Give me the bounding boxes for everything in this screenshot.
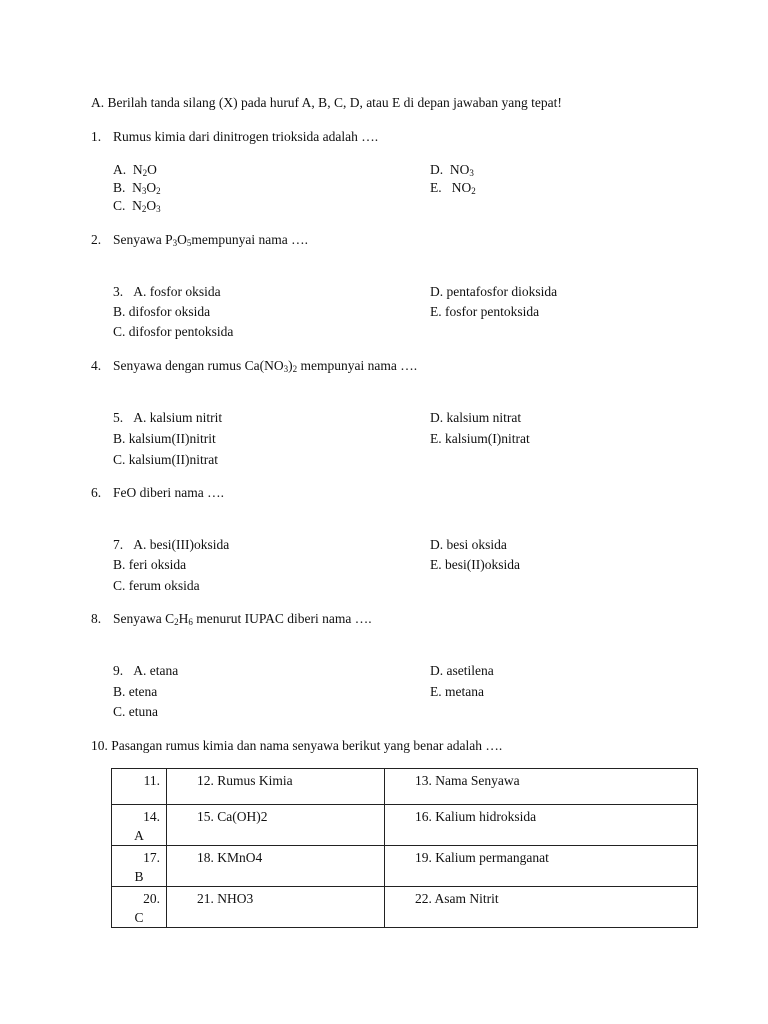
- q1-text: Rumus kimia dari dinitrogen trioksida adalah ….: [113, 129, 379, 144]
- q1-option-a-label: A.: [113, 162, 127, 177]
- q7-option-a[interactable]: 7. A. besi(III)oksida: [113, 537, 230, 552]
- table-cell-name: 22. Asam Nitrit: [385, 887, 698, 928]
- table-cell-number: 11.: [112, 769, 167, 805]
- table-header-row: [112, 769, 698, 805]
- answer-table: [111, 768, 698, 928]
- table-cell-name: 16. Kalium hidroksida: [385, 805, 698, 846]
- table-row[interactable]: [112, 887, 698, 928]
- table-cell-formula: 21. NHO3: [167, 887, 385, 928]
- instruction-text: A. Berilah tanda silang (X) pada huruf A, B, C, D, atau E di depan jawaban yang tepat!: [91, 95, 562, 110]
- table-cell-option[interactable]: 17. B: [112, 846, 167, 887]
- q2-text: Senyawa $P_3O_5mempunyai$ nama ….: [113, 232, 308, 248]
- q9-option-c[interactable]: C. etuna: [113, 704, 158, 719]
- q10-text: 10. Pasangan rumus kimia dan nama senyawa berikut yang benar adalah ….: [91, 738, 503, 753]
- q6-number: 6.: [91, 485, 102, 500]
- q7-option-d[interactable]: D. besi oksida: [430, 537, 507, 552]
- q3-option-c[interactable]: C. difosfor pentoksida: [113, 324, 234, 339]
- table-cell-name: 19. Kalium permanganat: [385, 846, 698, 887]
- q1-option-b-label: B.: [113, 180, 126, 195]
- q2-number: 2.: [91, 232, 102, 247]
- table-row[interactable]: [112, 805, 698, 846]
- q1-option-a[interactable]: A. $N_2O$: [113, 162, 157, 178]
- table-header-name: 13. Nama Senyawa: [385, 769, 698, 805]
- q9-option-a[interactable]: 9. A. etana: [113, 663, 179, 678]
- q9-option-e[interactable]: E. metana: [430, 684, 484, 699]
- q9-option-d[interactable]: D. asetilena: [430, 663, 494, 678]
- table-row[interactable]: [112, 846, 698, 887]
- q5-option-e[interactable]: E. kalsium(I)nitrat: [430, 431, 530, 446]
- q3-option-a[interactable]: 3. A. fosfor oksida: [113, 284, 221, 299]
- q7-option-c[interactable]: C. ferum oksida: [113, 578, 200, 593]
- q7-option-e[interactable]: E. besi(II)oksida: [430, 557, 520, 572]
- q1-option-c[interactable]: C. $N_2O_3$: [113, 198, 161, 214]
- q5-option-b[interactable]: B. kalsium(II)nitrit: [113, 431, 216, 446]
- table-cell-option[interactable]: 20. C: [112, 887, 167, 928]
- q7-option-b[interactable]: B. feri oksida: [113, 557, 187, 572]
- q5-option-c[interactable]: C. kalsium(II)nitrat: [113, 452, 218, 467]
- q8-number: 8.: [91, 611, 102, 626]
- q4-text: Senyawa dengan rumus $Ca(NO_3)_2$ mempunyai nama ….: [113, 358, 418, 374]
- q1-number: 1.: [91, 129, 102, 144]
- q4-number: 4.: [91, 358, 102, 373]
- q1-option-d[interactable]: D. $NO_3$: [430, 162, 474, 178]
- table-cell-formula: 15. Ca(OH)2: [167, 805, 385, 846]
- table-cell-option[interactable]: 14. A: [112, 805, 167, 846]
- q5-option-d[interactable]: D. kalsium nitrat: [430, 410, 522, 425]
- q1-option-e[interactable]: E. $NO_2$: [430, 180, 476, 196]
- q8-text: Senyawa $C_2H_6$ menurut IUPAC diberi nama ….: [113, 611, 372, 627]
- table-header-formula: 12. Rumus Kimia: [167, 769, 385, 805]
- q3-option-e[interactable]: E. fosfor pentoksida: [430, 304, 540, 319]
- q3-option-b[interactable]: B. difosfor oksida: [113, 304, 211, 319]
- q3-option-d[interactable]: D. pentafosfor dioksida: [430, 284, 558, 299]
- table-cell-formula: 18. KMnO4: [167, 846, 385, 887]
- q5-option-a[interactable]: 5. A. kalsium nitrit: [113, 410, 223, 425]
- q1-option-c-label: C.: [113, 198, 126, 213]
- q1-option-b[interactable]: B. $N_3O_2$: [113, 180, 161, 196]
- q9-option-b[interactable]: B. etena: [113, 684, 158, 699]
- q1-option-e-label: E.: [430, 180, 442, 195]
- q6-text: FeO diberi nama ….: [113, 485, 224, 500]
- q1-option-d-label: D.: [430, 162, 444, 177]
